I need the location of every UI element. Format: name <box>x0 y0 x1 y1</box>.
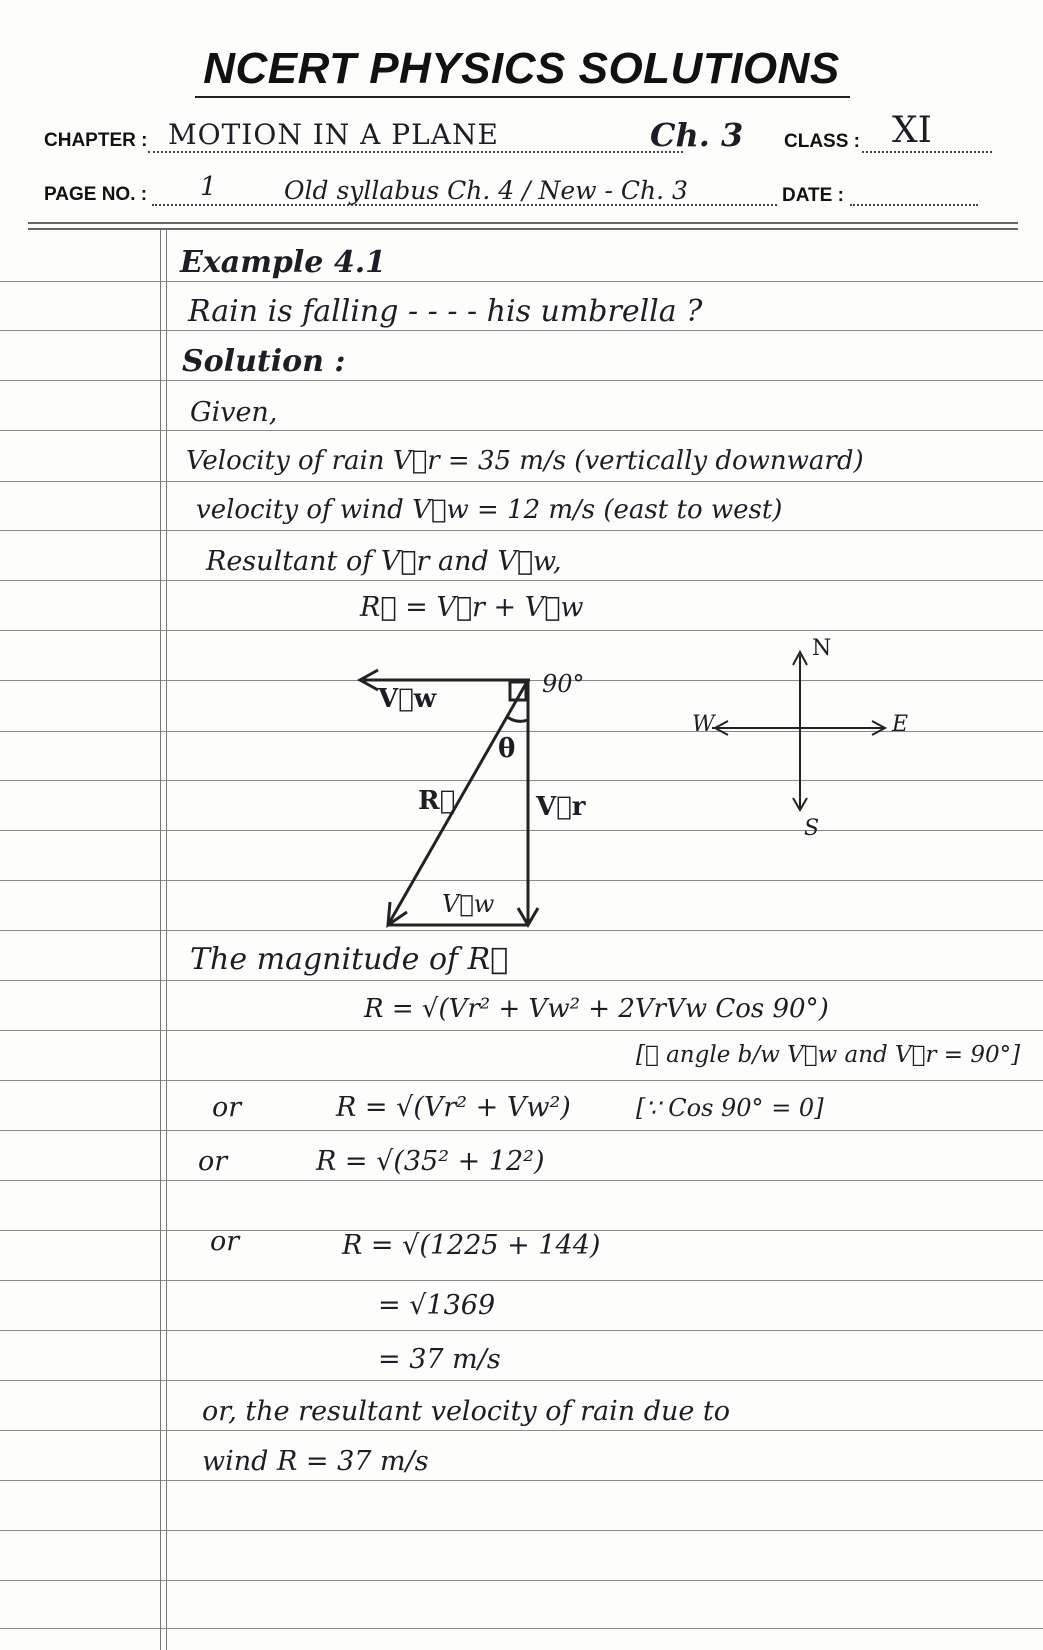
resultant-label: R⃗ <box>418 786 456 816</box>
conclusion-line-1: or, the resultant velocity of rain due to <box>202 1396 731 1427</box>
vr-label: V⃗r <box>536 792 586 822</box>
class-value: XI <box>892 110 932 151</box>
eq6: = 37 m/s <box>378 1344 501 1375</box>
compass-west-label: W <box>692 712 715 737</box>
eq3: R = √(35² + 12²) <box>316 1146 545 1177</box>
compass-south-label: S <box>804 816 820 841</box>
wind-velocity-line: velocity of wind V⃗w = 12 m/s (east to west) <box>196 495 783 525</box>
compass-north-label: N <box>812 636 832 661</box>
eq5: = √1369 <box>378 1290 496 1321</box>
chapter-label: CHAPTER : <box>44 130 148 151</box>
resultant-equation: R⃗ = V⃗r + V⃗w <box>360 592 584 623</box>
example-heading: Example 4.1 <box>180 245 387 280</box>
chapter-value: MOTION IN A PLANE <box>168 118 499 151</box>
rain-velocity-line: Velocity of rain V⃗r = 35 m/s (vertically downward) <box>186 446 864 476</box>
theta-label: θ <box>498 734 516 764</box>
page-title: NCERT PHYSICS SOLUTIONS <box>203 44 840 93</box>
cos-note: [∵ Cos 90° = 0] <box>636 1094 824 1122</box>
compass-east-label: E <box>892 712 909 737</box>
solution-heading: Solution : <box>182 344 346 379</box>
page-no-value: 1 <box>200 172 217 202</box>
eq3-prefix: or <box>198 1146 228 1177</box>
vw-bottom-label: V⃗w <box>442 890 495 918</box>
vw-top-label: V⃗w <box>378 684 437 714</box>
resultant-line: Resultant of V⃗r and V⃗w, <box>206 546 562 577</box>
eq2: R = √(Vr² + Vw²) <box>336 1092 571 1123</box>
eq4: R = √(1225 + 144) <box>342 1230 601 1261</box>
date-label: DATE : <box>782 185 844 206</box>
conclusion-line-2: wind R = 37 m/s <box>202 1446 429 1477</box>
eq2-prefix: or <box>212 1092 242 1123</box>
magnitude-text: The magnitude of R⃗ <box>190 942 509 977</box>
chapter-number: Ch. 3 <box>650 116 744 154</box>
question-text: Rain is falling - - - - his umbrella ? <box>188 294 703 329</box>
page-no-label: PAGE NO. : <box>44 184 148 205</box>
class-label: CLASS : <box>784 131 860 152</box>
theta-arc <box>506 716 528 721</box>
eq4-prefix: or <box>210 1226 240 1257</box>
syllabus-note: Old syllabus Ch. 4 / New - Ch. 3 <box>284 176 688 205</box>
given-label: Given, <box>190 397 278 428</box>
magnitude-equation: R = √(Vr² + Vw² + 2VrVw Cos 90°) <box>364 994 829 1024</box>
angle-note: [∵ angle b/w V⃗w and V⃗r = 90°] <box>636 1042 1021 1068</box>
right-angle-label: 90° <box>542 670 585 698</box>
